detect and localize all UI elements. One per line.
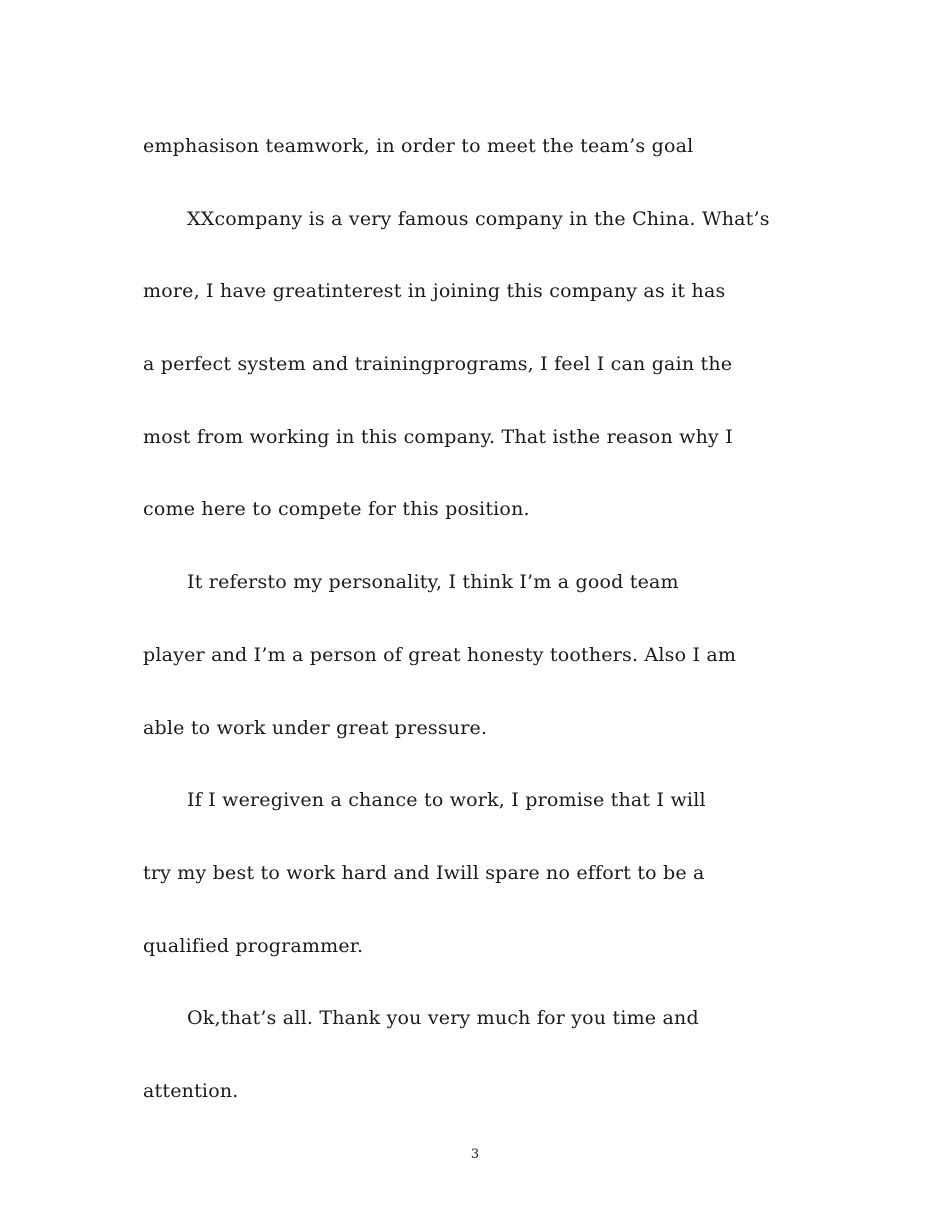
text-line: qualified programmer. — [143, 934, 364, 957]
text-line: player and I’m a person of great honesty toothers. Also I am — [143, 643, 737, 666]
text-line: more, I have greatinterest in joining this company as it has — [143, 280, 726, 303]
text-line: able to work under great pressure. — [143, 716, 488, 739]
text-line: It refersto my personality, I think I’m a good team — [187, 571, 679, 594]
page-number: 3 — [470, 1147, 480, 1162]
text-line: If I weregiven a chance to work, I promise that I will — [187, 789, 706, 812]
text-line: a perfect system and trainingprograms, I feel I can gain the — [143, 353, 733, 376]
text-line: emphasison teamwork, in order to meet the team’s goal — [143, 135, 694, 157]
text-line: Ok,that’s all. Thank you very much for you time and — [187, 1007, 699, 1030]
text-line: XXcompany is a very famous company in the China. What’s — [187, 207, 770, 230]
text-line: try my best to work hard and Iwill spare no effort to be a — [143, 861, 705, 884]
text-line: most from working in this company. That isthe reason why I — [143, 425, 733, 448]
document-body — [143, 110, 823, 1128]
text-line: attention. — [143, 1079, 239, 1102]
text-line: come here to compete for this position. — [143, 498, 530, 521]
